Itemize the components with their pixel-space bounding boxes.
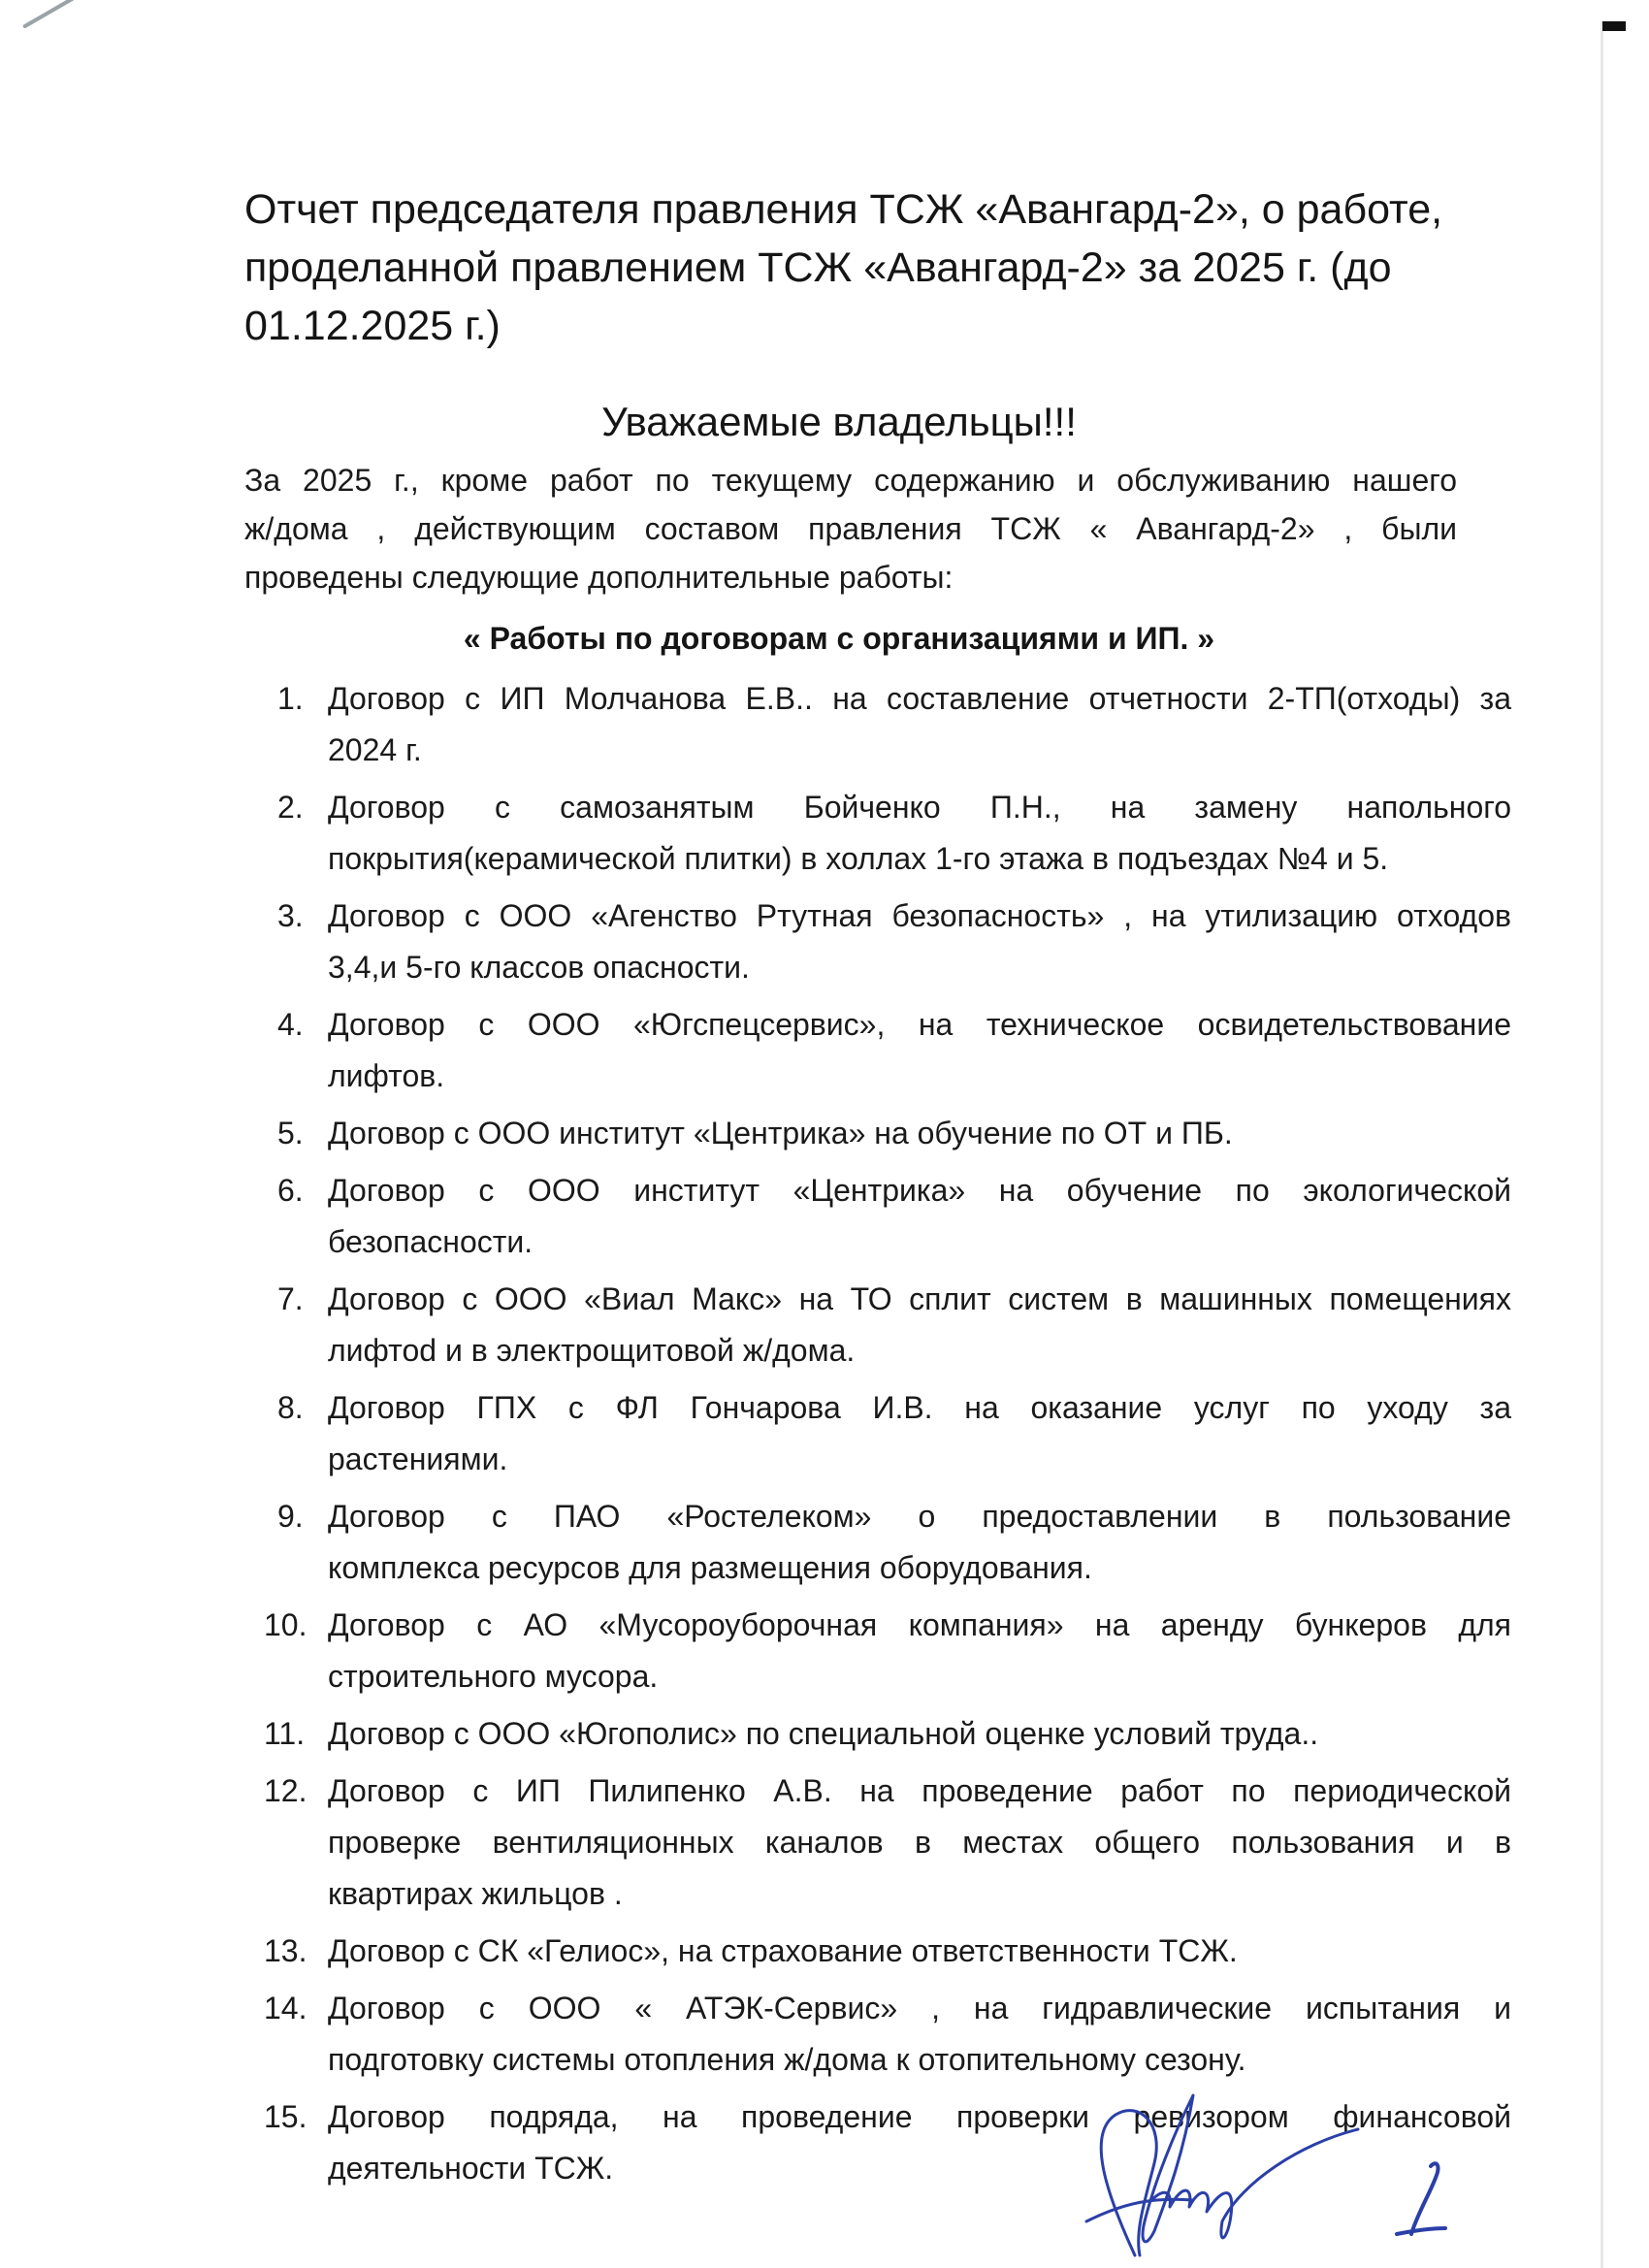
title-line: проделанной правлением ТСЖ «Авангард-2» за 2025 г. (до: [244, 244, 1392, 291]
item-text: [277, 1708, 1511, 1760]
item-line: Договор с самозанятым Бойченко П.Н., на замену напольного: [328, 790, 1511, 825]
list-item: [264, 1708, 1511, 1760]
item-number: 2.: [277, 790, 304, 825]
greeting: Уважаемые владельцы!!!: [601, 399, 1077, 444]
item-line: строительного мусора.: [328, 1659, 659, 1694]
item-line: Договор с ООО «Агенство Ртутная безопасность» , на утилизацию отходов: [328, 898, 1511, 933]
intro-line: проведены следующие дополнительные работы:: [244, 560, 954, 595]
item-text: [277, 1274, 1511, 1377]
scan-artifact-mark: [22, 0, 80, 29]
item-line: Договор ГПХ с ФЛ Гончарова И.В. на оказание услуг по уходу за: [328, 1390, 1511, 1425]
item-line: подготовку системы отопления ж/дома к отопительному сезону.: [328, 2042, 1246, 2077]
item-number: 10.: [264, 1607, 307, 1642]
item-text: [277, 891, 1511, 993]
item-line: квартирах жильцов .: [328, 1876, 623, 1911]
scan-edge-line: [1600, 21, 1603, 2268]
item-text: [277, 1983, 1511, 2086]
signature: [1048, 2076, 1397, 2260]
title-line: 01.12.2025 г.): [244, 303, 501, 349]
item-line: Договор с ООО институт «Центрика» на обучение по экологической: [328, 1173, 1511, 1208]
title-line: Отчет председателя правления ТСЖ «Авангард-2», о работе,: [244, 186, 1443, 233]
item-text: [277, 1600, 1511, 1702]
item-number: 12.: [264, 1773, 307, 1808]
item-line: Договор с АО «Мусороуборочная компания» на аренду бункеров для: [328, 1607, 1511, 1642]
section-heading: « Работы по договорам с организациями и ИП. »: [463, 621, 1215, 656]
list-item: [277, 1382, 1511, 1485]
item-line: растениями.: [328, 1442, 508, 1476]
list-item: [277, 1108, 1511, 1159]
item-text: [277, 1491, 1511, 1594]
item-text: [277, 1926, 1511, 1977]
list-item: [277, 999, 1511, 1102]
item-line: Договор с ООО «Виал Макс» на ТО сплит систем в машинных помещениях: [328, 1281, 1511, 1316]
item-number: 3.: [277, 898, 304, 933]
item-number: 14.: [264, 1991, 307, 2025]
item-line: Договор с ИП Пилипенко А.В. на проведение работ по периодической: [328, 1773, 1511, 1808]
item-text: [277, 673, 1511, 776]
item-line: Договор с ООО «Югспецсервис», на техническое освидетельствование: [328, 1007, 1511, 1042]
intro-line: За 2025 г., кроме работ по текущему содержанию и обслуживанию нашего: [244, 463, 1457, 498]
item-line: деятельности ТСЖ.: [328, 2151, 614, 2186]
item-text: [277, 782, 1511, 885]
item-line: Договор с ООО институт «Центрика» на обучение по ОТ и ПБ.: [328, 1116, 1233, 1150]
item-number: 15.: [264, 2099, 307, 2134]
item-number: 5.: [277, 1116, 304, 1150]
item-line: проверке вентиляционных каналов в местах общего пользования и в: [328, 1825, 1511, 1860]
item-line: Договор с ООО «Югополис» по специальной оценке условий труда..: [328, 1716, 1319, 1751]
item-line: 3,4,и 5-го классов опасности.: [328, 950, 750, 985]
item-line: лифтов.: [328, 1058, 445, 1093]
item-number: 6.: [277, 1173, 304, 1208]
list-item: [264, 1600, 1511, 1702]
handwritten-page-number: [1377, 2158, 1465, 2246]
item-line: покрытия(керамической плитки) в холлах 1-го этажа в подъездах №4 и 5.: [328, 841, 1389, 876]
list-item: [264, 1926, 1511, 1977]
item-number: 4.: [277, 1007, 304, 1042]
item-text: [277, 1165, 1511, 1268]
list-item: [277, 673, 1511, 776]
item-line: безопасности.: [328, 1224, 534, 1259]
item-text: [277, 1108, 1511, 1159]
list-item: [264, 1766, 1511, 1920]
item-text: [277, 1382, 1511, 1485]
list-item: [264, 1983, 1511, 2086]
contract-list: [264, 673, 1511, 2200]
item-line: комплекса ресурсов для размещения оборудования.: [328, 1550, 1092, 1585]
item-line: 2024 г.: [328, 732, 422, 767]
item-number: 8.: [277, 1390, 304, 1425]
item-line: лифтоd и в электрощитовой ж/дома.: [328, 1333, 856, 1368]
list-item: [277, 1165, 1511, 1268]
item-line: Договор с СК «Гелиос», на страхование ответственности ТСЖ.: [328, 1933, 1238, 1968]
list-item: [277, 782, 1511, 885]
item-number: 13.: [264, 1933, 307, 1968]
list-item: [277, 1274, 1511, 1377]
item-text: [277, 1766, 1511, 1920]
item-line: Договор с ООО « АТЭК-Сервис» , на гидравлические испытания и: [328, 1991, 1511, 2025]
list-item: [277, 891, 1511, 993]
intro-line: ж/дома , действующим составом правления ТСЖ « Авангард-2» , были: [244, 511, 1457, 546]
item-text: [277, 999, 1511, 1102]
item-line: Договор с ИП Молчанова Е.В.. на составление отчетности 2-ТП(отходы) за: [328, 681, 1511, 716]
item-line: Договор с ПАО «Ростелеком» о предоставлении в пользование: [328, 1499, 1511, 1534]
item-line: Договор подряда, на проведение проверки ревизором финансовой: [328, 2099, 1511, 2134]
item-number: 7.: [277, 1281, 304, 1316]
item-number: 9.: [277, 1499, 304, 1534]
list-item: [277, 1491, 1511, 1594]
scan-edge-block: [1602, 21, 1626, 31]
intro-paragraph: [244, 456, 1467, 601]
item-number: 1.: [277, 681, 304, 716]
report-title: [244, 180, 1525, 355]
item-number: 11.: [264, 1716, 306, 1751]
